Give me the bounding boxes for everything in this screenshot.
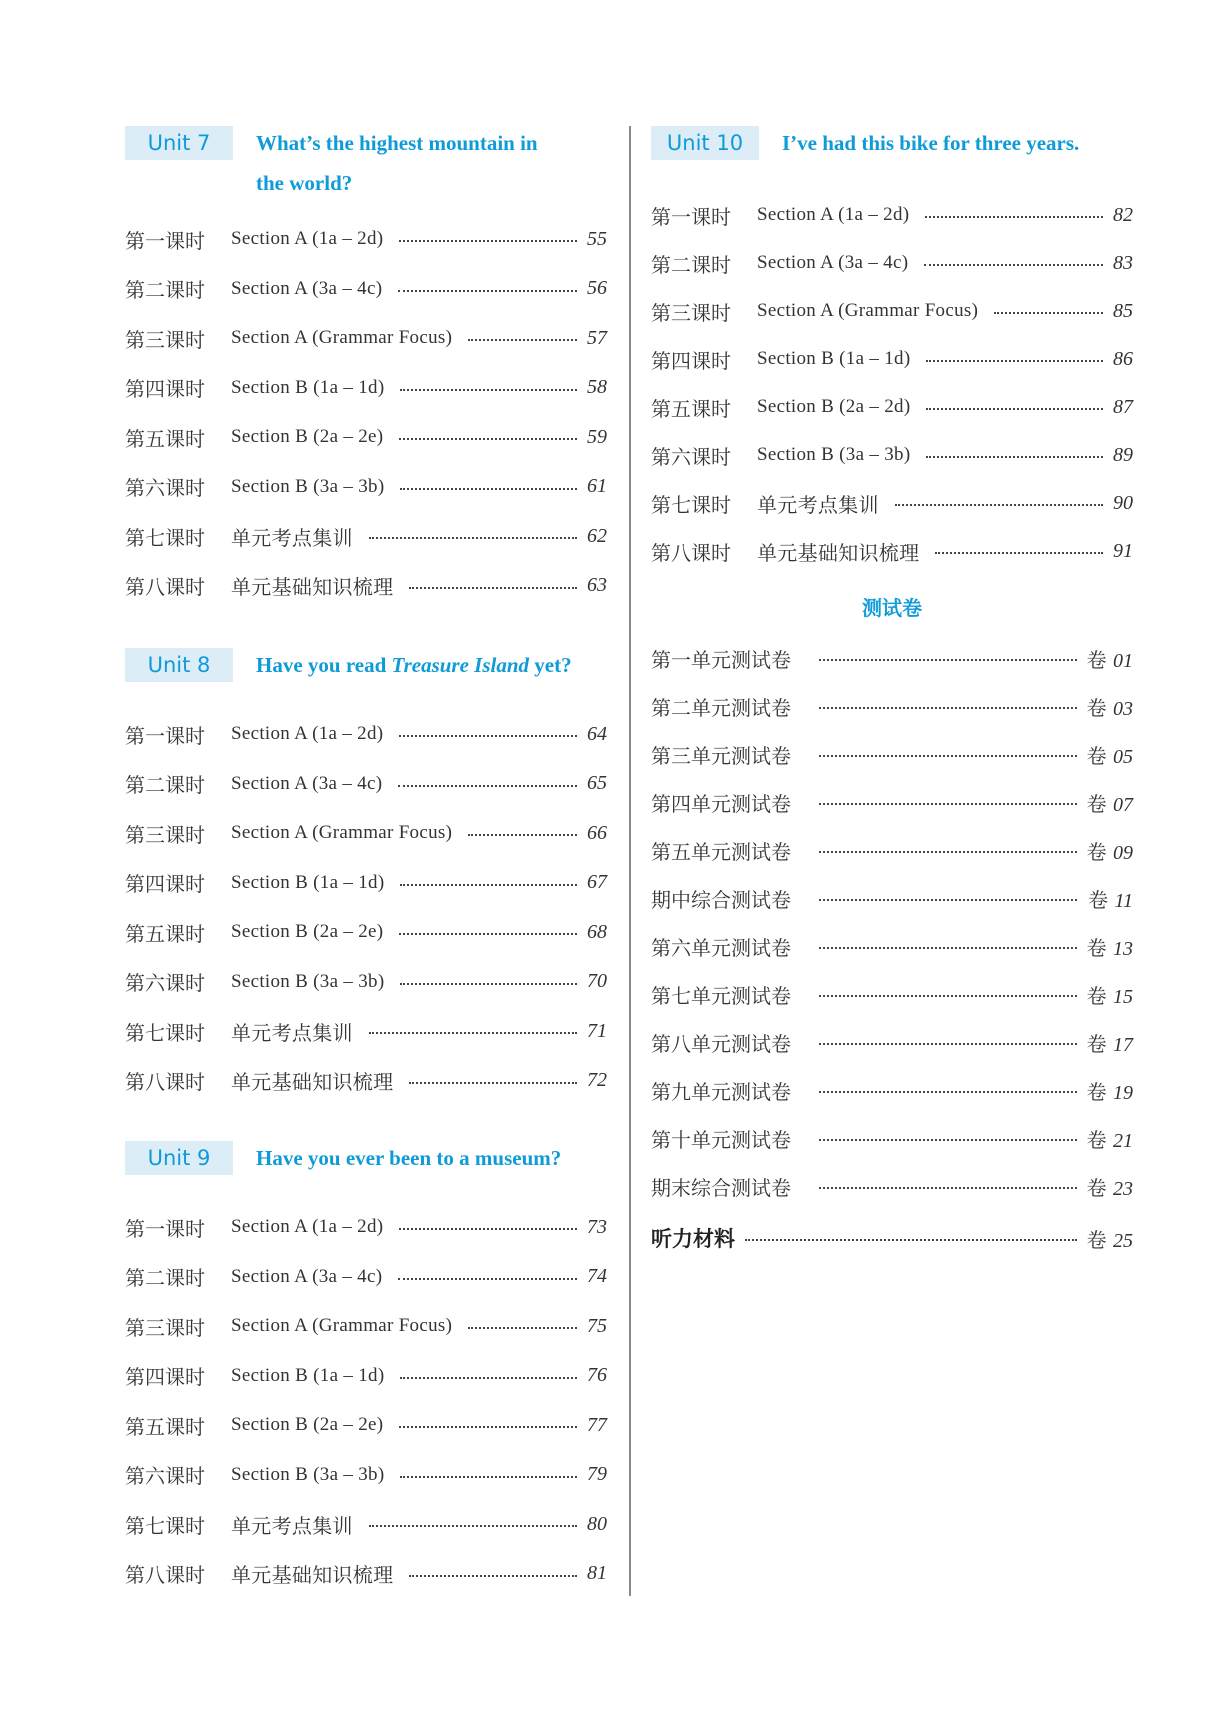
- page-number: 82: [1113, 203, 1133, 226]
- dot-leader: [409, 587, 577, 589]
- lesson-label: 第四课时: [125, 377, 205, 401]
- test-page: [1087, 1172, 1133, 1201]
- dot-leader: [409, 1575, 577, 1577]
- unit-title-line: I’ve had this bike for three years.: [782, 131, 1080, 155]
- test-name: 第五单元测试卷: [651, 839, 791, 864]
- dot-leader: [745, 1239, 1077, 1241]
- dot-leader: [925, 216, 1103, 218]
- lesson-label: 第二课时: [125, 1266, 205, 1290]
- lesson-label: 第七课时: [125, 1020, 205, 1045]
- test-name: 第一单元测试卷: [651, 647, 791, 672]
- toc-entry[interactable]: [125, 1460, 607, 1490]
- page-number: 55: [587, 227, 607, 250]
- listening-entry[interactable]: [651, 1223, 1133, 1253]
- test-page: [1087, 1076, 1133, 1105]
- dot-leader: [398, 1278, 577, 1280]
- test-entry[interactable]: [651, 835, 1133, 865]
- dot-leader: [819, 755, 1077, 757]
- lesson-topic: Section A (Grammar Focus): [231, 1315, 453, 1336]
- lesson-topic: 单元基础知识梳理: [231, 1070, 394, 1094]
- lesson-topic: Section B (2a – 2e): [231, 1414, 384, 1435]
- unit-badge: Unit 10: [651, 126, 759, 160]
- page-number: 07: [1113, 793, 1133, 816]
- lesson-topic: Section B (1a – 1d): [231, 1364, 385, 1386]
- page-number: 15: [1113, 985, 1133, 1008]
- dot-leader: [819, 947, 1077, 949]
- page-prefix: 卷: [1086, 743, 1107, 768]
- toc-entry[interactable]: [125, 521, 607, 551]
- toc-entry[interactable]: [125, 224, 607, 254]
- test-name: 期中综合测试卷: [651, 887, 791, 912]
- page-number: 13: [1113, 937, 1133, 960]
- lesson-label: 第二课时: [125, 278, 205, 302]
- test-page: [1087, 1224, 1133, 1253]
- test-page: [1087, 644, 1133, 673]
- dot-leader: [400, 1377, 577, 1379]
- toc-entry[interactable]: [125, 1509, 607, 1539]
- toc-entry[interactable]: [651, 296, 1133, 326]
- lesson-label: 第四课时: [651, 348, 731, 373]
- lesson-label: 第五课时: [125, 1414, 205, 1439]
- test-entry[interactable]: [651, 691, 1133, 721]
- lesson-topic: Section A (Grammar Focus): [231, 822, 453, 843]
- page-number: 72: [587, 1069, 607, 1091]
- lesson-label: 第五课时: [125, 921, 205, 946]
- lesson-label: 第二课时: [651, 252, 731, 277]
- dot-leader: [400, 884, 577, 886]
- lesson-label: 第五课时: [125, 426, 205, 451]
- dot-leader: [468, 834, 577, 836]
- toc-entry[interactable]: [125, 719, 607, 749]
- test-name: 第六单元测试卷: [651, 935, 791, 960]
- dot-leader: [819, 1091, 1077, 1093]
- lesson-label: 第一课时: [125, 228, 205, 253]
- dot-leader: [399, 735, 577, 737]
- toc-entry[interactable]: [125, 868, 607, 898]
- test-entry[interactable]: [651, 931, 1133, 961]
- lesson-topic: Section B (3a – 3b): [231, 1463, 385, 1485]
- lesson-label: 第四课时: [125, 872, 205, 896]
- test-entry[interactable]: [651, 787, 1133, 817]
- dot-leader: [924, 264, 1103, 266]
- toc-entry[interactable]: [125, 1212, 607, 1242]
- lesson-label: 第一课时: [125, 723, 205, 748]
- unit-title[interactable]: [782, 123, 1142, 163]
- dot-leader: [398, 785, 577, 787]
- unit-title[interactable]: [256, 1138, 606, 1178]
- tests-section-title: 测试卷: [862, 596, 922, 620]
- dot-leader: [399, 1426, 577, 1428]
- lesson-topic: Section A (Grammar Focus): [231, 327, 453, 348]
- page-prefix: 卷: [1086, 935, 1107, 960]
- test-page: [1087, 740, 1133, 769]
- page-number: 71: [587, 1019, 607, 1042]
- lesson-label: 第八课时: [125, 1563, 205, 1587]
- lesson-topic: Section A (1a – 2d): [757, 204, 910, 225]
- page-number: 74: [587, 1265, 607, 1287]
- dot-leader: [399, 1228, 577, 1230]
- page-number: 79: [587, 1463, 607, 1485]
- page-number: 17: [1113, 1033, 1133, 1056]
- dot-leader: [819, 899, 1077, 901]
- dot-leader: [994, 312, 1103, 314]
- page-number: 05: [1113, 745, 1133, 768]
- test-name: 第四单元测试卷: [651, 791, 791, 816]
- lesson-label: 第四课时: [125, 1365, 205, 1389]
- page-number: 86: [1113, 347, 1133, 370]
- lesson-label: 第七课时: [651, 492, 731, 517]
- dot-leader: [369, 1525, 577, 1527]
- page-number: 91: [1113, 539, 1133, 562]
- lesson-topic: Section B (2a – 2e): [231, 426, 384, 447]
- page-number: 68: [587, 920, 607, 943]
- dot-leader: [409, 1082, 577, 1084]
- page-number: 87: [1113, 395, 1133, 418]
- unit-title-line: yet?: [529, 653, 572, 677]
- dot-leader: [400, 1476, 577, 1478]
- page-number: 57: [587, 326, 607, 349]
- test-page: [1087, 932, 1133, 961]
- dot-leader: [926, 408, 1103, 410]
- lesson-label: 第二课时: [125, 773, 205, 797]
- page-number: 09: [1113, 841, 1133, 864]
- test-page: [1087, 692, 1133, 721]
- dot-leader: [400, 389, 577, 391]
- unit-title[interactable]: [256, 645, 606, 685]
- toc-entry[interactable]: [125, 571, 607, 601]
- test-name: 期末综合测试卷: [651, 1175, 791, 1200]
- page-number: 77: [587, 1413, 607, 1436]
- page-number: 89: [1113, 443, 1133, 466]
- test-entry[interactable]: [651, 1171, 1133, 1201]
- toc-entry[interactable]: [125, 967, 607, 997]
- dot-leader: [819, 995, 1077, 997]
- unit-title[interactable]: [256, 123, 606, 203]
- lesson-label: 第一课时: [125, 1216, 205, 1241]
- page-number: 67: [587, 871, 607, 893]
- lesson-label: 第七课时: [125, 1513, 205, 1538]
- lesson-topic: 单元基础知识梳理: [757, 540, 920, 565]
- unit-title-line: the world?: [256, 171, 353, 195]
- lesson-topic: Section B (1a – 1d): [757, 348, 911, 369]
- page-prefix: 卷: [1086, 1227, 1107, 1252]
- lesson-topic: 单元基础知识梳理: [231, 575, 394, 599]
- lesson-topic: Section B (2a – 2d): [757, 396, 911, 417]
- page-prefix: 卷: [1086, 1175, 1107, 1200]
- toc-entry[interactable]: [651, 536, 1133, 566]
- lesson-topic: Section B (3a – 3b): [757, 444, 911, 465]
- page-number: 03: [1113, 697, 1133, 720]
- page-number: 90: [1113, 491, 1133, 514]
- lesson-topic: Section A (3a – 4c): [757, 252, 909, 273]
- dot-leader: [399, 240, 577, 242]
- toc-entry[interactable]: [651, 344, 1133, 374]
- dot-leader: [819, 659, 1077, 661]
- toc-entry[interactable]: [125, 818, 607, 848]
- lesson-topic: Section A (3a – 4c): [231, 772, 383, 794]
- page-number: 66: [587, 821, 607, 844]
- lesson-topic: Section A (1a – 2d): [231, 1216, 384, 1237]
- lesson-label: 第三课时: [125, 327, 205, 352]
- toc-entry[interactable]: [125, 917, 607, 947]
- column-divider: [629, 126, 631, 1596]
- page-number: 64: [587, 722, 607, 745]
- page-prefix: 卷: [1086, 983, 1107, 1008]
- lesson-label: 第六课时: [125, 1464, 205, 1488]
- unit-title-line: What’s the highest mountain in: [256, 131, 538, 155]
- page-number: 62: [587, 524, 607, 547]
- dot-leader: [468, 339, 577, 341]
- test-page: [1087, 788, 1133, 817]
- test-name: 第二单元测试卷: [651, 695, 791, 720]
- dot-leader: [468, 1327, 577, 1329]
- lesson-label: 第三课时: [125, 1315, 205, 1340]
- page-number: 65: [587, 772, 607, 794]
- test-name: 第七单元测试卷: [651, 983, 791, 1008]
- test-name: 第八单元测试卷: [651, 1031, 791, 1056]
- dot-leader: [400, 983, 577, 985]
- test-entry[interactable]: [651, 643, 1133, 673]
- test-page: [1087, 884, 1133, 913]
- lesson-topic: Section B (3a – 3b): [231, 970, 385, 992]
- page-number: 61: [587, 475, 607, 497]
- page-number: 21: [1113, 1129, 1133, 1152]
- page-number: 01: [1113, 649, 1133, 672]
- page-prefix: 卷: [1086, 839, 1107, 864]
- toc-entry[interactable]: [125, 323, 607, 353]
- page-number: 59: [587, 425, 607, 448]
- page-number: 70: [587, 970, 607, 992]
- dot-leader: [369, 537, 577, 539]
- unit-badge: Unit 8: [125, 648, 233, 682]
- page-number: 83: [1113, 251, 1133, 274]
- lesson-topic: 单元考点集训: [231, 1020, 353, 1045]
- lesson-topic: Section B (1a – 1d): [231, 376, 385, 398]
- page-prefix: 卷: [1086, 1079, 1107, 1104]
- page-number: 19: [1113, 1081, 1133, 1104]
- test-entry[interactable]: [651, 1075, 1133, 1105]
- lesson-label: 第一课时: [651, 204, 731, 229]
- dot-leader: [399, 438, 577, 440]
- test-page: [1087, 1028, 1133, 1057]
- toc-entry[interactable]: [125, 1410, 607, 1440]
- dot-leader: [926, 360, 1103, 362]
- test-entry[interactable]: [651, 739, 1133, 769]
- dot-leader: [819, 803, 1077, 805]
- lesson-label: 第七课时: [125, 525, 205, 550]
- page-number: 25: [1113, 1229, 1133, 1252]
- book-title: Treasure Island: [391, 653, 530, 677]
- dot-leader: [399, 933, 577, 935]
- test-entry[interactable]: [651, 1027, 1133, 1057]
- toc-entry[interactable]: [125, 1559, 607, 1589]
- page-prefix: 卷: [1086, 647, 1107, 672]
- lesson-label: 第六课时: [125, 971, 205, 995]
- test-name: 第三单元测试卷: [651, 743, 791, 768]
- lesson-topic: Section A (Grammar Focus): [757, 300, 979, 321]
- toc-entry[interactable]: [125, 1361, 607, 1391]
- lesson-label: 第三课时: [651, 300, 731, 325]
- toc-entry[interactable]: [125, 1311, 607, 1341]
- lesson-label: 第八课时: [125, 1070, 205, 1094]
- dot-leader: [819, 707, 1077, 709]
- lesson-label: 第六课时: [651, 444, 731, 469]
- unit-title-line: Have you read: [256, 653, 392, 677]
- toc-entry[interactable]: [125, 274, 607, 304]
- test-entry[interactable]: [651, 1123, 1133, 1153]
- page-prefix: 卷: [1086, 1031, 1107, 1056]
- listening-name: 听力材料: [651, 1227, 735, 1251]
- lesson-topic: Section B (3a – 3b): [231, 475, 385, 497]
- test-name: 第九单元测试卷: [651, 1079, 791, 1104]
- toc-entry[interactable]: [125, 1262, 607, 1292]
- lesson-topic: 单元基础知识梳理: [231, 1563, 394, 1587]
- page-number: 85: [1113, 299, 1133, 322]
- toc-entry[interactable]: [651, 440, 1133, 470]
- unit-badge: Unit 7: [125, 126, 233, 160]
- dot-leader: [819, 1139, 1077, 1141]
- page-prefix: 卷: [1088, 887, 1109, 912]
- dot-leader: [819, 1043, 1077, 1045]
- page-number: 76: [587, 1364, 607, 1386]
- lesson-topic: Section B (1a – 1d): [231, 871, 385, 893]
- toc-entry[interactable]: [125, 1016, 607, 1046]
- test-name: 第十单元测试卷: [651, 1127, 791, 1152]
- page-number: 23: [1113, 1177, 1133, 1200]
- toc-entry[interactable]: [651, 248, 1133, 278]
- page-number: 81: [587, 1562, 607, 1584]
- lesson-topic: 单元考点集训: [231, 525, 353, 550]
- toc-entry[interactable]: [125, 1066, 607, 1096]
- dot-leader: [926, 456, 1103, 458]
- toc-entry[interactable]: [651, 200, 1133, 230]
- page-number: 11: [1114, 889, 1133, 912]
- unit-title-line: Have you ever been to a museum?: [256, 1146, 562, 1170]
- dot-leader: [935, 552, 1103, 554]
- page-number: 80: [587, 1512, 607, 1535]
- test-page: [1087, 1124, 1133, 1153]
- lesson-label: 第八课时: [125, 575, 205, 599]
- test-entry[interactable]: [651, 979, 1133, 1009]
- page-number: 63: [587, 574, 607, 596]
- lesson-label: 第五课时: [651, 396, 731, 421]
- lesson-label: 第三课时: [125, 822, 205, 847]
- test-entry[interactable]: [651, 883, 1133, 913]
- page-number: 73: [587, 1215, 607, 1238]
- lesson-label: 第八课时: [651, 540, 731, 565]
- lesson-topic: Section A (3a – 4c): [231, 277, 383, 299]
- page-number: 75: [587, 1314, 607, 1337]
- toc-entry[interactable]: [651, 392, 1133, 422]
- lesson-label: 第六课时: [125, 476, 205, 500]
- toc-entry[interactable]: [125, 422, 607, 452]
- lesson-topic: Section A (1a – 2d): [231, 228, 384, 249]
- unit-badge: Unit 9: [125, 1141, 233, 1175]
- dot-leader: [895, 504, 1103, 506]
- page-prefix: 卷: [1086, 791, 1107, 816]
- dot-leader: [819, 1187, 1077, 1189]
- dot-leader: [400, 488, 577, 490]
- test-page: [1087, 836, 1133, 865]
- lesson-topic: Section A (1a – 2d): [231, 723, 384, 744]
- dot-leader: [398, 290, 577, 292]
- page-prefix: 卷: [1086, 1127, 1107, 1152]
- toc-entry[interactable]: [125, 472, 607, 502]
- dot-leader: [819, 851, 1077, 853]
- lesson-topic: Section A (3a – 4c): [231, 1265, 383, 1287]
- toc-entry[interactable]: [125, 373, 607, 403]
- page-prefix: 卷: [1086, 695, 1107, 720]
- test-page: [1087, 980, 1133, 1009]
- page-number: 56: [587, 277, 607, 299]
- lesson-topic: 单元考点集训: [757, 492, 879, 517]
- lesson-topic: Section B (2a – 2e): [231, 921, 384, 942]
- toc-entry[interactable]: [125, 769, 607, 799]
- lesson-topic: 单元考点集训: [231, 1513, 353, 1538]
- page-number: 58: [587, 376, 607, 398]
- dot-leader: [369, 1032, 577, 1034]
- toc-entry[interactable]: [651, 488, 1133, 518]
